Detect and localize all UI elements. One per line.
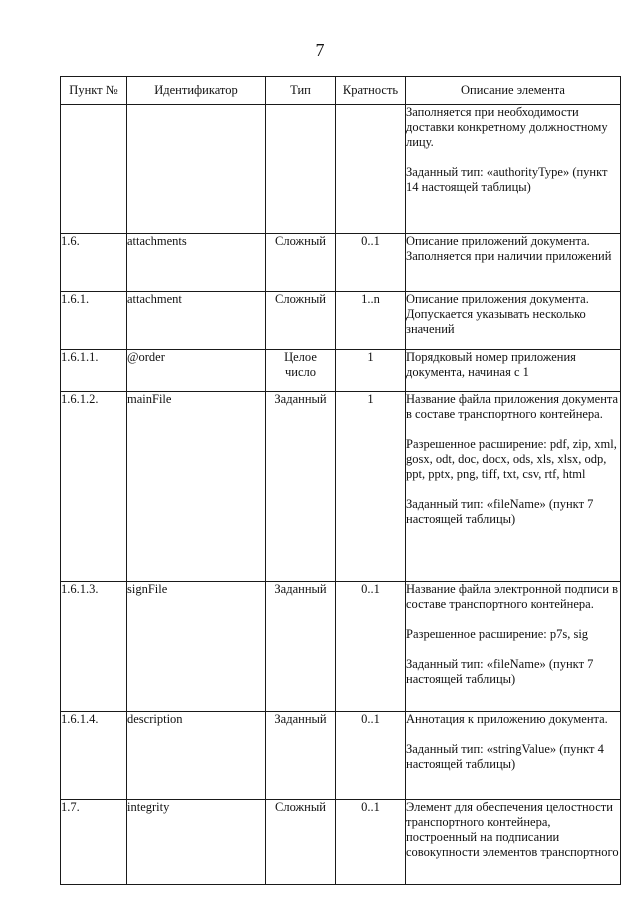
identifier: @order [127, 350, 266, 392]
item-number: 1.6.1.4. [61, 712, 127, 800]
description [406, 350, 621, 392]
description-paragraph: Заданный тип: «fileName» (пункт 7 настоящей таблицы) [406, 657, 594, 686]
item-number: 1.6.1.3. [61, 582, 127, 712]
element-type: Сложный [266, 800, 336, 885]
header-multiplicity: Кратность [336, 77, 406, 105]
item-number [61, 105, 127, 234]
element-spec-table [60, 76, 621, 885]
element-type: Сложный [266, 292, 336, 350]
element-type: Целое число [266, 350, 336, 392]
table-row [61, 292, 621, 350]
identifier: description [127, 712, 266, 800]
identifier [127, 105, 266, 234]
table-header-row [61, 77, 621, 105]
table-row [61, 392, 621, 582]
description-paragraph: Заданный тип: «fileName» (пункт 7 настоящей таблицы) [406, 497, 594, 526]
description-paragraph: Название файла приложения документа в составе транспортного контейнера. [406, 392, 619, 421]
item-number: 1.6. [61, 234, 127, 292]
table-row [61, 350, 621, 392]
table-row [61, 105, 621, 234]
table-row [61, 582, 621, 712]
element-type: Заданный [266, 712, 336, 800]
identifier: attachment [127, 292, 266, 350]
header-description: Описание элемента [406, 77, 621, 105]
item-number: 1.6.1.2. [61, 392, 127, 582]
description-paragraph: Разрешенное расширение: p7s, sig [406, 627, 589, 641]
item-number: 1.6.1. [61, 292, 127, 350]
description [406, 800, 621, 885]
page-number: 7 [315, 40, 325, 60]
description-paragraph: Порядковый номер приложения документа, начиная с 1 [406, 350, 576, 379]
header-identifier: Идентификатор [127, 77, 266, 105]
description-paragraph: Заданный тип: «authorityType» (пункт 14 настоящей таблицы) [406, 165, 608, 194]
description [406, 392, 621, 582]
description-paragraph: Заданный тип: «stringValue» (пункт 4 настоящей таблицы) [406, 742, 604, 771]
description [406, 292, 621, 350]
item-number: 1.7. [61, 800, 127, 885]
multiplicity [336, 105, 406, 234]
description-paragraph: Аннотация к приложению документа. [406, 712, 608, 726]
table-row [61, 800, 621, 885]
identifier: integrity [127, 800, 266, 885]
multiplicity: 0..1 [336, 234, 406, 292]
identifier: signFile [127, 582, 266, 712]
multiplicity: 1 [336, 392, 406, 582]
multiplicity: 0..1 [336, 582, 406, 712]
description [406, 582, 621, 712]
description-paragraph: Название файла электронной подписи в составе транспортного контейнера. [406, 582, 619, 611]
element-type [266, 105, 336, 234]
description-paragraph: Разрешенное расширение: pdf, zip, xml, gosx, odt, doc, docx, ods, xls, xlsx, odp, ppt, pptx, png, tiff, txt, csv, rtf, html [406, 437, 617, 481]
element-type: Заданный [266, 582, 336, 712]
multiplicity: 0..1 [336, 712, 406, 800]
identifier: mainFile [127, 392, 266, 582]
identifier: attachments [127, 234, 266, 292]
description-paragraph: Заполняется при необходимости доставки конкретному должностному лицу. [406, 105, 608, 149]
table-row [61, 234, 621, 292]
description-paragraph: Описание приложений документа. Заполняется при наличии приложений [406, 234, 612, 263]
multiplicity: 1 [336, 350, 406, 392]
header-type: Тип [266, 77, 336, 105]
header-item-number: Пункт № [61, 77, 127, 105]
element-type: Заданный [266, 392, 336, 582]
multiplicity: 1..n [336, 292, 406, 350]
description-paragraph: Описание приложения документа. Допускается указывать несколько значений [406, 292, 589, 336]
item-number: 1.6.1.1. [61, 350, 127, 392]
multiplicity: 0..1 [336, 800, 406, 885]
element-type: Сложный [266, 234, 336, 292]
description [406, 105, 621, 234]
description [406, 712, 621, 800]
description [406, 234, 621, 292]
description-paragraph: Элемент для обеспечения целостности транспортного контейнера, построенный на подписании совокупности элементов транспортного [406, 800, 619, 859]
table-row [61, 712, 621, 800]
